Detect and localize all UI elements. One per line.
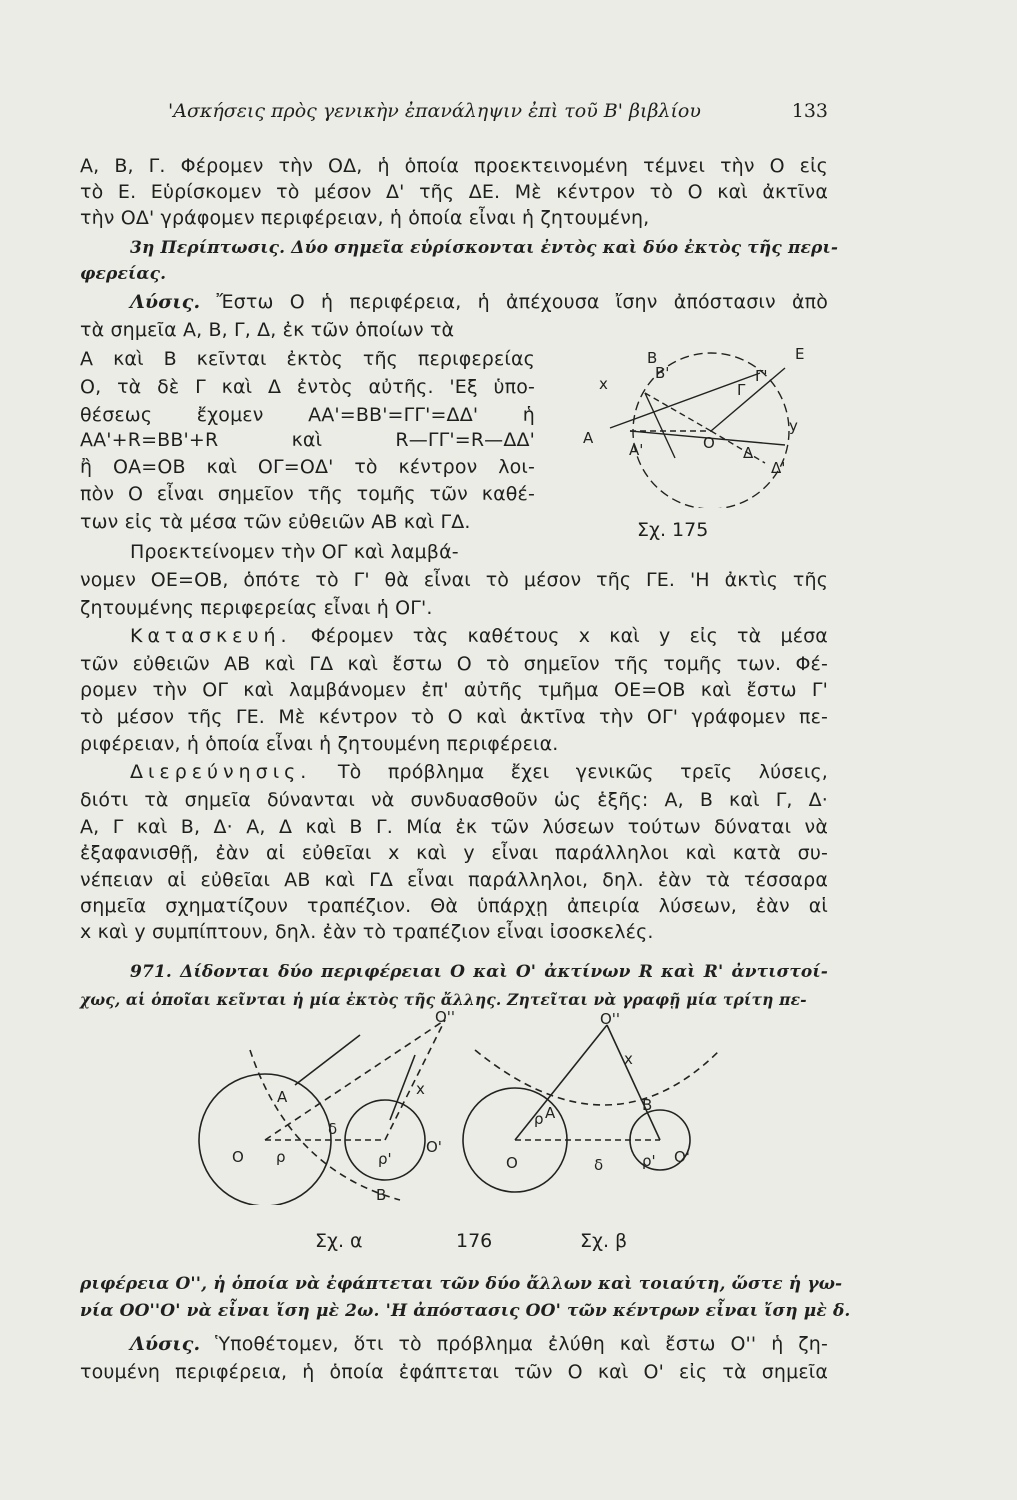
text-line: ριφέρειαν, ἡ ὁποία εἶναι ἡ ζητουμένη περιφέρεια.	[80, 733, 559, 755]
text-line: Α, Β, Γ. Φέρομεν τὴν ΟΔ, ἡ ὁποία προεκτεινομένη τέμνει τὴν Ο εἰς	[80, 155, 828, 177]
figure-176-number: 176	[456, 1230, 493, 1252]
exercise-971-line: χως, αἱ ὁποῖαι κεῖνται ἡ μία ἐκτὸς τῆς ἄλλης. Ζητεῖται νὰ γραφῇ μία τρίτη πε-	[80, 990, 807, 1009]
running-header	[168, 100, 828, 130]
fig175-label-O: Ο	[703, 434, 715, 452]
fig176a-label-rho: ρ	[276, 1148, 286, 1166]
discussion-label: Διερεύνησις.	[130, 761, 312, 783]
equation-line: ΑΑ'+R=ΒΒ'+R καὶ R—ΓΓ'=R—ΔΔ'	[80, 429, 535, 451]
text-line: ρομεν τὴν ΟΓ καὶ λαμβάνομεν ἐπ' αὐτῆς τμῆμα ΟΕ=ΟΒ καὶ ἔστω Γ'	[80, 679, 828, 701]
page-number: 133	[791, 100, 828, 122]
text-line: τὴν ΟΔ' γράφομεν περιφέρειαν, ἡ ὁποία εἶναι ἡ ζητουμένη,	[80, 207, 650, 229]
text-line: τουμένη περιφέρεια, ἡ ὁποία ἐφάπτεται τῶν Ο καὶ Ο' εἰς τὰ σημεῖα	[80, 1361, 828, 1383]
text-line: τὸ Ε. Εὑρίσκομεν τὸ μέσον Δ' τῆς ΔΕ. Μὲ κέντρον τὸ Ο καὶ ἀκτῖνα	[80, 181, 828, 203]
fig176b-label-rho1: ρ'	[642, 1152, 656, 1170]
solution-line	[130, 1332, 828, 1356]
text-line: θέσεως ἔχομεν ΑΑ'=ΒΒ'=ΓΓ'=ΔΔ' ἡ	[80, 404, 535, 426]
text-line: ζητουμένης περιφερείας εἶναι ἡ ΟΓ'.	[80, 597, 433, 619]
fig176b-label-x: x	[624, 1050, 633, 1068]
fig175-label-G1: Γ'	[755, 367, 768, 385]
fig176b-label-rho: ρ	[534, 1110, 544, 1128]
fig175-label-B1: Β'	[655, 364, 670, 382]
case-heading-cont: φερείας.	[80, 264, 167, 284]
fig175-label-A: Α	[583, 429, 594, 447]
fig175-label-A1: Α'	[629, 441, 644, 459]
exercise-971-line: νία ΟΟ''Ο' νὰ εἶναι ἴση μὲ 2ω. 'Η ἀπόστασις ΟΟ' τῶν κέντρων εἶναι ἴση μὲ δ.	[80, 1301, 851, 1321]
fig175-label-y: y	[789, 417, 798, 435]
construction-text: Φέρομεν τὰς καθέτους x καὶ y εἰς τὰ μέσα	[310, 625, 828, 647]
text-line: σημεῖα σχηματίζουν τραπέζιον. Θὰ ὑπάρχῃ ἀπειρία λύσεων, ἐὰν αἱ	[80, 895, 828, 917]
exercise-971-line: 971. Δίδονται δύο περιφέρειαι Ο καὶ Ο' ἀκτίνων R καὶ R' ἀντιστοί-	[130, 962, 828, 982]
text-line: Α, Γ καὶ Β, Δ· Α, Δ καὶ Β Γ. Μία ἐκ τῶν λύσεων τούτων δύναται νὰ	[80, 816, 828, 838]
fig176b-label-O: Ο	[506, 1154, 518, 1172]
solution-label: Λύσις.	[130, 1333, 201, 1355]
discussion-line	[130, 760, 828, 784]
text-line: των εἰς τὰ μέσα τῶν εὐθειῶν ΑΒ καὶ ΓΔ.	[80, 511, 471, 533]
figure-176b-caption: Σχ. β	[580, 1230, 628, 1252]
construction-line	[130, 624, 828, 648]
fig175-label-x: x	[599, 375, 608, 393]
text-line: ἢ ΟΑ=ΟΒ καὶ ΟΓ=ΟΔ' τὸ κέντρον λοι-	[80, 456, 535, 478]
solution-line	[130, 290, 828, 314]
text-line: νέπειαν αἱ εὐθεῖαι ΑΒ καὶ ΓΔ εἶναι παράλληλοι, δηλ. ἐὰν τὰ τέσσαρα	[80, 869, 828, 891]
fig176b-label-delta: δ	[594, 1156, 604, 1174]
discussion-text: Τὸ πρόβλημα ἔχει γενικῶς τρεῖς λύσεις,	[337, 761, 828, 783]
text-line: πὸν Ο εἶναι σημεῖον τῆς τομῆς τῶν καθέ-	[80, 483, 535, 505]
fig175-label-D1: Δ'	[771, 459, 786, 477]
solution-text: Ἔστω Ο ἡ περιφέρεια, ἡ ἀπέχουσα ἴσην ἀπόστασιν ἀπὸ	[216, 291, 828, 313]
text-line: Ο, τὰ δὲ Γ καὶ Δ ἐντὸς αὐτῆς. 'Εξ ὑπο-	[80, 376, 535, 398]
text-line: τὰ σημεῖα Α, Β, Γ, Δ, ἐκ τῶν ὁποίων τὰ	[80, 319, 455, 341]
text-line: τῶν εὐθειῶν ΑΒ καὶ ΓΔ καὶ ἔστω Ο τὸ σημεῖον τῆς τομῆς των. Φέ-	[80, 653, 828, 675]
figure-175	[575, 333, 820, 508]
fig176a-label-delta: δ	[328, 1120, 338, 1138]
text-line: διότι τὰ σημεῖα δύνανται νὰ συνδυασθοῦν ὡς ἑξῆς: Α, Β καὶ Γ, Δ·	[80, 789, 828, 811]
text-line: x καὶ y συμπίπτουν, δηλ. ἐὰν τὸ τραπέζιον εἶναι ἰσοσκελές.	[80, 921, 654, 943]
fig176a-label-O: Ο	[232, 1148, 244, 1166]
fig176a-label-O1: Ο'	[426, 1138, 442, 1156]
fig176a-label-rho1: ρ'	[378, 1150, 392, 1168]
fig176a-label-x: x	[416, 1080, 425, 1098]
running-title: 'Ασκήσεις πρὸς γενικὴν ἐπανάληψιν ἐπὶ τοῦ Β' βιβλίου	[168, 100, 701, 122]
figure-176a-caption: Σχ. α	[315, 1230, 363, 1252]
figure-176	[190, 1010, 720, 1205]
text-line: Α καὶ Β κεῖνται ἐκτὸς τῆς περιφερείας	[80, 348, 535, 370]
fig176b-label-O1: Ο'	[674, 1148, 690, 1166]
fig176a-label-B: Β	[376, 1186, 387, 1204]
fig175-label-D: Δ	[743, 444, 754, 462]
fig175-label-G: Γ	[737, 381, 746, 399]
fig176b-label-O2: Ο''	[600, 1010, 621, 1028]
fig176b-label-A: Α	[545, 1104, 556, 1122]
fig175-label-E: Ε	[795, 345, 805, 363]
text-line: ἐξαφανισθῇ, ἐὰν αἱ εὐθεῖαι x καὶ y εἶναι παράλληλοι καὶ κατὰ συ-	[80, 842, 828, 864]
solution-label: Λύσις.	[130, 291, 201, 313]
exercise-971-line: ριφέρεια Ο'', ἡ ὁποία νὰ ἐφάπτεται τῶν δύο ἄλλων καὶ τοιαύτη, ὥστε ἡ γω-	[80, 1274, 843, 1294]
fig175-label-B: Β	[647, 349, 658, 367]
construction-label: Κατασκευή.	[130, 625, 292, 647]
fig176b-label-B: Β	[642, 1096, 653, 1114]
fig176a-label-O2: Ο''	[435, 1010, 456, 1026]
figure-175-caption: Σχ. 175	[637, 519, 709, 541]
case-heading: 3η Περίπτωσις. Δύο σημεῖα εὑρίσκονται ἐντὸς καὶ δύο ἐκτὸς τῆς περι-	[130, 238, 839, 258]
fig176a-label-A: Α	[277, 1088, 288, 1106]
solution-text: Ὑποθέτομεν, ὅτι τὸ πρόβλημα ἐλύθη καὶ ἔστω Ο'' ἡ ζη-	[215, 1333, 828, 1355]
text-line: νομεν ΟΕ=ΟΒ, ὁπότε τὸ Γ' θὰ εἶναι τὸ μέσον τῆς ΓΕ. 'Η ἀκτὶς τῆς	[80, 569, 828, 591]
text-line: τὸ μέσον τῆς ΓΕ. Μὲ κέντρον τὸ Ο καὶ ἀκτῖνα τὴν ΟΓ' γράφομεν πε-	[80, 706, 828, 728]
text-line: Προεκτείνομεν τὴν ΟΓ καὶ λαμβά-	[130, 541, 459, 563]
